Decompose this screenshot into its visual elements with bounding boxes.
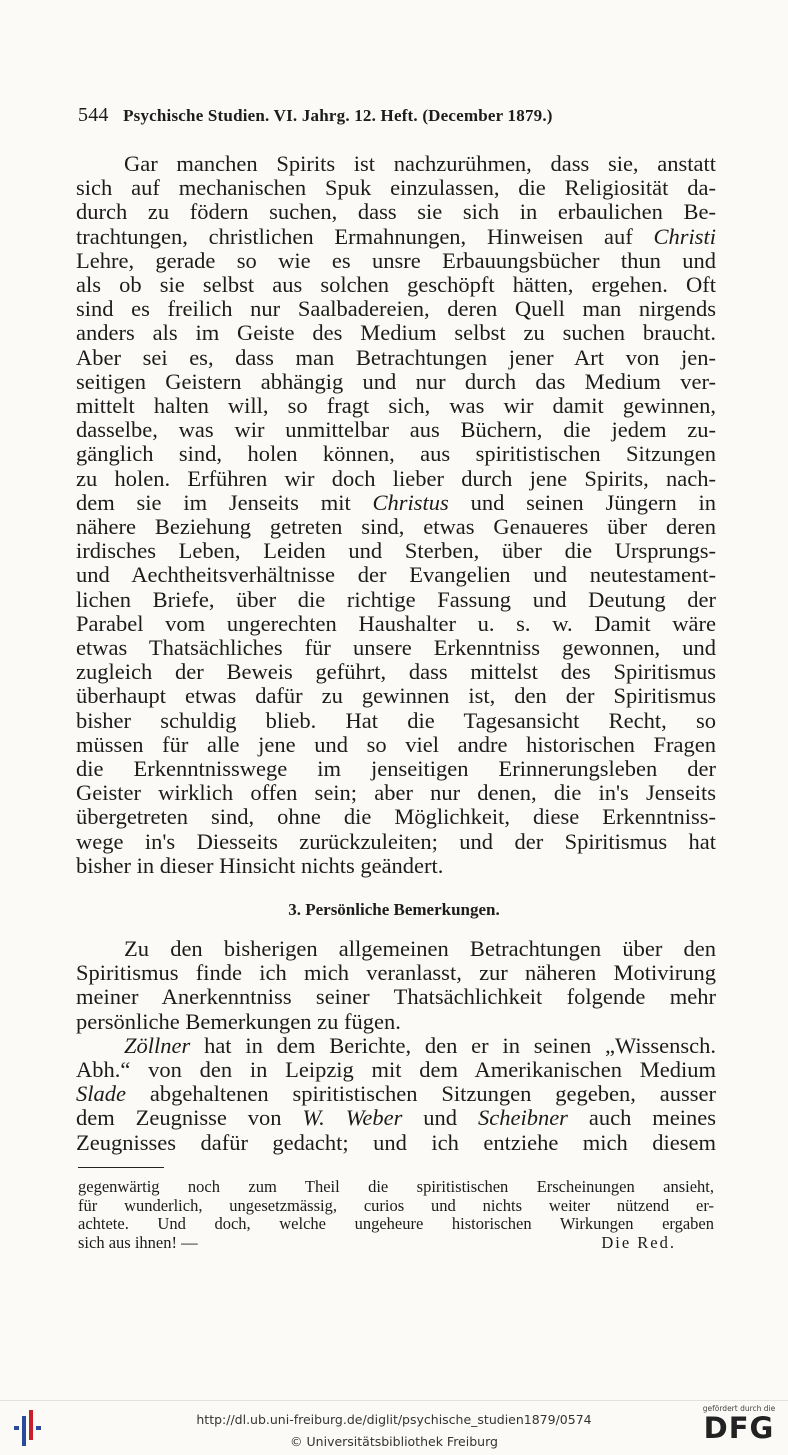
text-line [76, 418, 716, 442]
page-number: 544 [78, 104, 109, 126]
text-line [76, 539, 716, 563]
source-url-link[interactable]: http://dl.ub.uni-freiburg.de/diglit/psychische_studien1879/0574 [196, 1412, 592, 1427]
text-line [76, 1058, 716, 1082]
footnote [78, 1178, 714, 1252]
text-run: persönliche Bemerkungen zu fügen. [76, 1008, 401, 1034]
text-line [76, 612, 716, 636]
text-run: meiner Anerkenntniss seiner Thatsächlichkeit folgende mehr [76, 984, 716, 1010]
footnote-line: für wunderlich, ungesetzmässig, curios und nichts weiter nützend er- [78, 1195, 714, 1215]
text-run: Zu den bisherigen allgemeinen Betrachtungen über den [124, 936, 716, 961]
text-line [76, 1010, 716, 1034]
text-line [76, 684, 716, 708]
text-run: Parabel vom ungerechten Haushalter u. s. w. Damit wäre [76, 610, 716, 636]
text-line [76, 273, 716, 297]
text-line [76, 854, 716, 878]
text-run: durch zu födern suchen, dass sie sich in erbaulichen Be- [76, 199, 716, 225]
text-line [76, 152, 716, 176]
italic-name: Christus [372, 489, 449, 515]
text-line [76, 781, 716, 805]
italic-name: W. Weber [302, 1105, 403, 1131]
text-run: sind es freilich nur Saalbadereien, deren Quell man nirgends [76, 296, 716, 322]
text-line [76, 321, 716, 345]
text-line [76, 1034, 716, 1058]
text-run: und Aechtheitsverhältnisse der Evangelien und neutestament- [76, 562, 716, 588]
footnote-line: gegenwärtig noch zum Theil die spiritistischen Erscheinungen ansieht, [78, 1177, 714, 1196]
text-line [76, 491, 716, 515]
text-run: hat in dem Berichte, den er in seinen „Wissensch. [190, 1032, 716, 1058]
text-line [76, 346, 716, 370]
text-line [76, 660, 716, 684]
text-run: mittelt halten will, so fragt sich, was wir damit gewinnen, [76, 393, 716, 419]
text-line [76, 297, 716, 321]
text-line [76, 961, 716, 985]
text-run: Spiritismus finde ich mich veranlasst, zur näheren Motivirung [76, 960, 716, 986]
text-line [76, 176, 716, 200]
text-run: überhaupt etwas dafür zu gewinnen ist, den der Spiritismus [76, 683, 716, 709]
text-run: trachtungen, christlichen Ermahnungen, Hinweisen auf [76, 223, 654, 249]
text-run: irdisches Leben, Leiden und Sterben, über die Ursprungs- [76, 538, 716, 564]
footnote-line: achtete. Und doch, welche ungeheure historischen Wirkungen ergaben [78, 1214, 714, 1234]
text-line [76, 733, 716, 757]
text-line [76, 1106, 716, 1130]
text-line [76, 830, 716, 854]
text-line [76, 370, 716, 394]
text-run: abgehaltenen spiritistischen Sitzungen gegeben, ausser [126, 1081, 716, 1107]
text-run: lichen Briefe, über die richtige Fassung und Deutung der [76, 586, 716, 612]
text-run: und [402, 1105, 478, 1131]
running-title: Psychische Studien. VI. Jahrg. 12. Heft. (December 1879.) [123, 106, 553, 125]
text-run: dem sie im Jenseits mit [76, 489, 373, 515]
section-heading: 3. Persönliche Bemerkungen. [288, 900, 500, 919]
italic-name: Zöllner [124, 1032, 191, 1058]
text-run: Zeugnisses dafür gedacht; und ich entziehe mich diesem [76, 1129, 716, 1155]
text-run: auch meines [567, 1105, 716, 1131]
text-run: Gar manchen Spirits ist nachzurühmen, dass sie, anstatt [124, 151, 716, 176]
text-line [76, 709, 716, 733]
dfg-caption: gefördert durch die [702, 1404, 776, 1413]
text-run: zu holen. Erführen wir doch lieber durch jene Spirits, nach- [76, 465, 716, 491]
text-run: dem Zeugnisse von [76, 1105, 303, 1131]
text-line [76, 442, 716, 466]
running-header [78, 104, 714, 127]
text-run: bisher schuldig blieb. Hat die Tagesansicht Recht, so [76, 707, 716, 733]
text-run: seitigen Geistern abhängig und nur durch das Medium ver- [76, 368, 716, 394]
text-run: anders als im Geiste des Medium selbst zu suchen braucht. [76, 320, 716, 346]
text-line [76, 394, 716, 418]
paragraph-block-1 [76, 152, 716, 878]
text-run: Lehre, gerade so wie es unsre Erbauungsbücher thun und [76, 247, 716, 273]
text-line [76, 563, 716, 587]
text-run: die Erkenntnisswege im jenseitigen Erinnerungsleben der [76, 756, 716, 782]
text-run: zugleich der Beweis geführt, dass mittelst des Spiritismus [76, 659, 716, 685]
text-line [76, 249, 716, 273]
text-run: Geister wirklich offen sein; aber nur denen, die in's Jenseits [76, 780, 716, 806]
text-line [76, 467, 716, 491]
text-line [76, 1131, 716, 1155]
footnote-rule [78, 1167, 164, 1168]
text-line [76, 937, 716, 961]
paragraph-block-2 [76, 937, 716, 1155]
text-line [76, 1082, 716, 1106]
text-run: müssen für alle jene und so viel andre historischen Fragen [76, 731, 716, 757]
text-run: gänglich sind, holen können, aus spiritistischen Sitzungen [76, 441, 716, 467]
text-line [76, 515, 716, 539]
text-line [76, 588, 716, 612]
dfg-wordmark: DFG [703, 1411, 775, 1445]
text-run: Aber sei es, dass man Betrachtungen jener Art von jen- [76, 344, 716, 370]
text-run: übergetreten sind, ohne die Möglichkeit, diese Erkenntniss- [76, 804, 716, 830]
text-line [76, 636, 716, 660]
italic-name: Christi [653, 223, 716, 249]
copyright-notice: © Universitätsbibliothek Freiburg [290, 1434, 498, 1449]
text-run: nähere Beziehung getreten sind, etwas Genaueres über deren [76, 514, 716, 540]
text-run: und seinen Jüngern in [448, 489, 717, 515]
text-line [76, 985, 716, 1009]
text-line [76, 225, 716, 249]
text-line [76, 200, 716, 224]
footnote-line [78, 1234, 714, 1253]
text-run: etwas Thatsächliches für unsere Erkenntniss gewonnen, und [76, 635, 716, 661]
text-run: dasselbe, was wir unmittelbar aus Büchern, die jedem zu- [76, 417, 716, 443]
text-line [76, 805, 716, 829]
text-run: bisher in dieser Hinsicht nichts geändert. [76, 852, 444, 878]
italic-name: Slade [76, 1081, 126, 1107]
footnote-signature: Die Red. [601, 1232, 676, 1252]
text-run: wege in's Diesseits zurückzuleiten; und der Spiritismus hat [76, 828, 716, 854]
text-run: Abh.“ von den in Leipzig mit dem Amerikanischen Medium [76, 1057, 716, 1083]
italic-name: Scheibner [477, 1105, 568, 1131]
footnote-text: sich aus ihnen! — [78, 1232, 198, 1252]
dfg-logo [697, 1404, 781, 1448]
text-run: als ob sie selbst aus solchen geschöpft hätten, ergehen. Oft [76, 272, 716, 298]
text-line [76, 757, 716, 781]
text-run: sich auf mechanischen Spuk einzulassen, die Religiosität da- [76, 175, 716, 201]
